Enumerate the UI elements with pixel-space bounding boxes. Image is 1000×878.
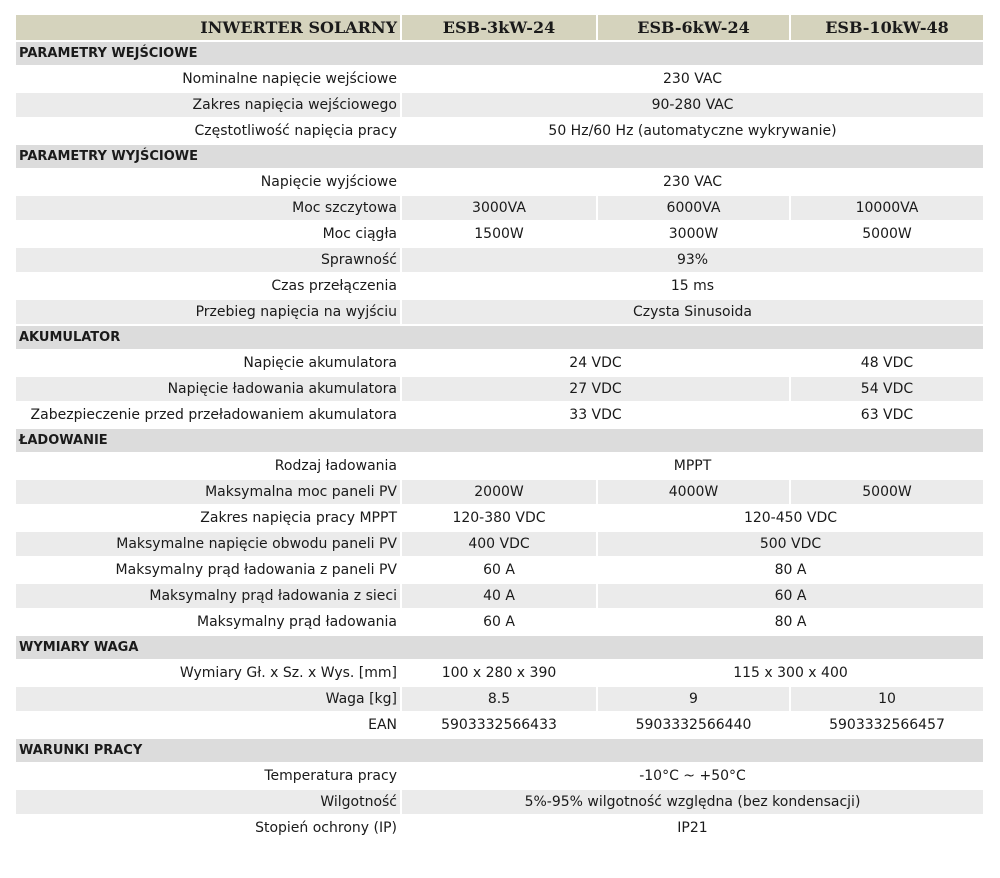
row-label: Moc ciągła <box>16 222 402 248</box>
row-value: 5000W <box>791 480 983 506</box>
section-title: AKUMULATOR <box>16 326 983 351</box>
row-label: Maksymalna moc paneli PV <box>16 480 402 506</box>
table-row <box>16 480 983 506</box>
table-row <box>16 248 983 274</box>
table-row <box>16 661 983 687</box>
table-row <box>16 816 983 842</box>
row-value: 120-380 VDC <box>402 506 598 532</box>
section-header <box>16 42 983 67</box>
section-title: WARUNKI PRACY <box>16 739 983 764</box>
row-label: Temperatura pracy <box>16 764 402 790</box>
row-value: 10 <box>791 687 983 713</box>
section-header <box>16 739 983 764</box>
row-value: 230 VAC <box>402 67 983 93</box>
row-label: Wilgotność <box>16 790 402 816</box>
table-row <box>16 790 983 816</box>
row-value: 80 A <box>598 558 983 584</box>
header-row <box>16 15 983 42</box>
table-row <box>16 377 983 403</box>
table-row <box>16 300 983 326</box>
row-value: 6000VA <box>598 196 791 222</box>
row-label: Waga [kg] <box>16 687 402 713</box>
row-value: 5903332566440 <box>598 713 791 739</box>
section-header <box>16 145 983 170</box>
row-value: IP21 <box>402 816 983 842</box>
row-label: Moc szczytowa <box>16 196 402 222</box>
table-row <box>16 584 983 610</box>
section-title: ŁADOWANIE <box>16 429 983 454</box>
row-value: 4000W <box>598 480 791 506</box>
row-label: Przebieg napięcia na wyjściu <box>16 300 402 326</box>
row-value: -10°C ~ +50°C <box>402 764 983 790</box>
row-label: Zakres napięcia wejściowego <box>16 93 402 119</box>
row-value: 230 VAC <box>402 170 983 196</box>
table-row <box>16 274 983 300</box>
row-value: 2000W <box>402 480 598 506</box>
table-row <box>16 119 983 145</box>
table-row <box>16 764 983 790</box>
row-label: Stopień ochrony (IP) <box>16 816 402 842</box>
row-value: 50 Hz/60 Hz (automatyczne wykrywanie) <box>402 119 983 145</box>
row-value: 120-450 VDC <box>598 506 983 532</box>
row-value: 80 A <box>598 610 983 636</box>
row-label: Sprawność <box>16 248 402 274</box>
table-row <box>16 454 983 480</box>
row-value: 90-280 VAC <box>402 93 983 119</box>
row-label: Napięcie wyjściowe <box>16 170 402 196</box>
row-value: 8.5 <box>402 687 598 713</box>
row-value: 33 VDC <box>402 403 791 429</box>
model-header: ESB-3kW-24 <box>402 15 598 42</box>
row-value: 60 A <box>402 558 598 584</box>
section-header <box>16 636 983 661</box>
row-value: 3000W <box>598 222 791 248</box>
row-value: Czysta Sinusoida <box>402 300 983 326</box>
section-header <box>16 429 983 454</box>
table-row <box>16 558 983 584</box>
row-value: 400 VDC <box>402 532 598 558</box>
row-label: Zabezpieczenie przed przeładowaniem akumulatora <box>16 403 402 429</box>
row-value: 1500W <box>402 222 598 248</box>
table-row <box>16 93 983 119</box>
row-label: Wymiary Gł. x Sz. x Wys. [mm] <box>16 661 402 687</box>
row-value: 5000W <box>791 222 983 248</box>
row-value: 60 A <box>598 584 983 610</box>
section-title: WYMIARY WAGA <box>16 636 983 661</box>
row-value: 48 VDC <box>791 351 983 377</box>
row-label: Czas przełączenia <box>16 274 402 300</box>
row-value: 93% <box>402 248 983 274</box>
spec-table <box>16 15 983 842</box>
row-label: Napięcie akumulatora <box>16 351 402 377</box>
row-value: 10000VA <box>791 196 983 222</box>
section-title: PARAMETRY WYJŚCIOWE <box>16 145 983 170</box>
row-value: 5903332566433 <box>402 713 598 739</box>
spec-body <box>16 42 983 842</box>
row-label: Zakres napięcia pracy MPPT <box>16 506 402 532</box>
row-label: Nominalne napięcie wejściowe <box>16 67 402 93</box>
table-row <box>16 196 983 222</box>
row-label: Maksymalny prąd ładowania z paneli PV <box>16 558 402 584</box>
row-label: Rodzaj ładowania <box>16 454 402 480</box>
table-title: INWERTER SOLARNY <box>16 15 402 42</box>
row-value: 115 x 300 x 400 <box>598 661 983 687</box>
row-value: 500 VDC <box>598 532 983 558</box>
row-label: EAN <box>16 713 402 739</box>
row-value: 100 x 280 x 390 <box>402 661 598 687</box>
model-header: ESB-6kW-24 <box>598 15 791 42</box>
row-value: 24 VDC <box>402 351 791 377</box>
row-value: 63 VDC <box>791 403 983 429</box>
row-value: 3000VA <box>402 196 598 222</box>
table-row <box>16 532 983 558</box>
row-value: 9 <box>598 687 791 713</box>
model-header: ESB-10kW-48 <box>791 15 983 42</box>
row-value: 5%-95% wilgotność względna (bez kondensacji) <box>402 790 983 816</box>
row-value: 5903332566457 <box>791 713 983 739</box>
row-label: Maksymalne napięcie obwodu paneli PV <box>16 532 402 558</box>
table-row <box>16 403 983 429</box>
table-row <box>16 713 983 739</box>
row-label: Maksymalny prąd ładowania z sieci <box>16 584 402 610</box>
row-value: 60 A <box>402 610 598 636</box>
table-row <box>16 687 983 713</box>
row-value: 54 VDC <box>791 377 983 403</box>
table-row <box>16 170 983 196</box>
row-label: Maksymalny prąd ładowania <box>16 610 402 636</box>
table-row <box>16 222 983 248</box>
row-value: 27 VDC <box>402 377 791 403</box>
row-label: Napięcie ładowania akumulatora <box>16 377 402 403</box>
row-value: 40 A <box>402 584 598 610</box>
row-value: MPPT <box>402 454 983 480</box>
row-label: Częstotliwość napięcia pracy <box>16 119 402 145</box>
section-title: PARAMETRY WEJŚCIOWE <box>16 42 983 67</box>
table-row <box>16 351 983 377</box>
row-value: 15 ms <box>402 274 983 300</box>
table-row <box>16 610 983 636</box>
section-header <box>16 326 983 351</box>
table-row <box>16 67 983 93</box>
table-row <box>16 506 983 532</box>
